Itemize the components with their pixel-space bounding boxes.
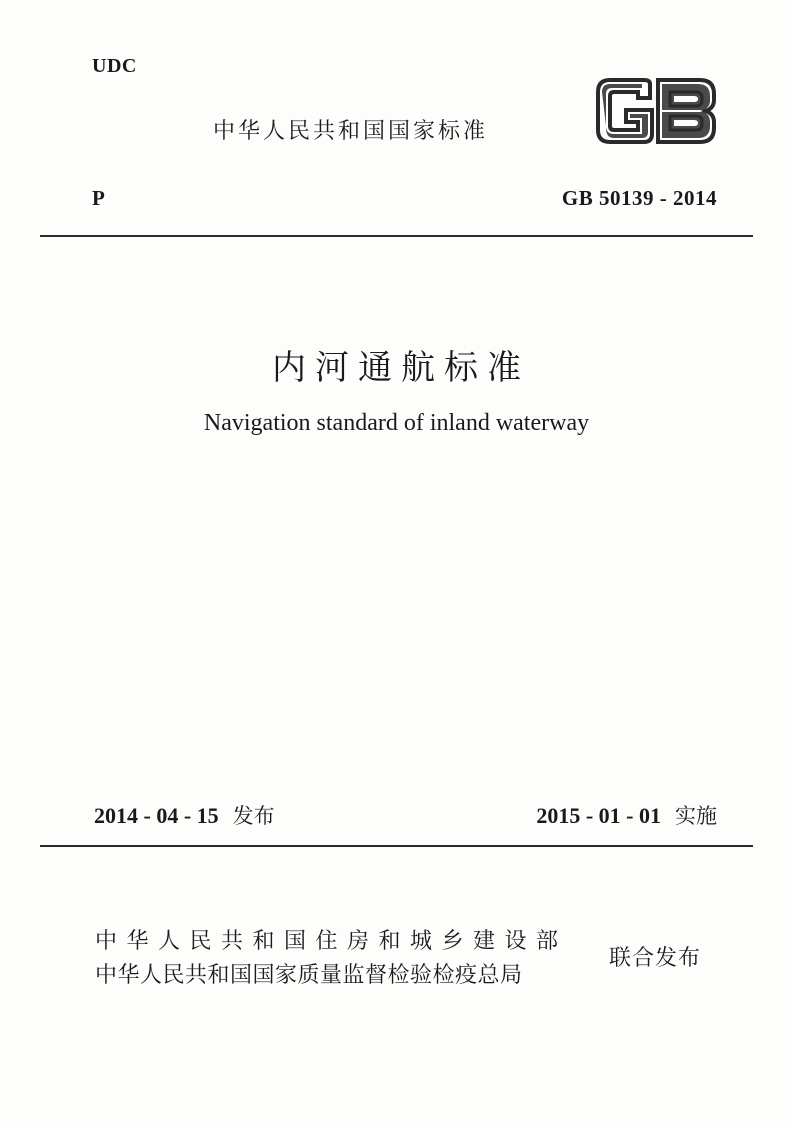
title-english: Navigation standard of inland waterway xyxy=(203,410,590,436)
bottom-divider xyxy=(40,845,753,847)
issue-date: 2014 - 04 - 15 xyxy=(94,803,219,828)
issuer-aqsiq: 中华人民共和国国家质量监督检验检疫总局 xyxy=(95,963,523,988)
issue-label: 发布 xyxy=(232,804,275,828)
udc-label: UDC xyxy=(92,55,137,77)
standard-number: GB 50139 - 2014 xyxy=(561,186,717,210)
issuer-ministry-housing: 中华人民共和国住房和城乡建设部 xyxy=(95,929,568,954)
implement-date: 2015 - 01 - 01 xyxy=(536,803,661,828)
title-chinese: 内河通航标准 xyxy=(272,348,530,388)
implement-label: 实施 xyxy=(675,804,717,828)
classification-code: P xyxy=(92,186,105,210)
issue-date-row xyxy=(94,800,275,830)
gb-logo xyxy=(594,76,718,146)
joint-issue-label: 联合发布 xyxy=(609,946,702,971)
national-standard-heading: 中华人民共和国国家标准 xyxy=(213,119,489,144)
implement-date-row xyxy=(536,800,717,830)
top-divider xyxy=(40,235,753,237)
